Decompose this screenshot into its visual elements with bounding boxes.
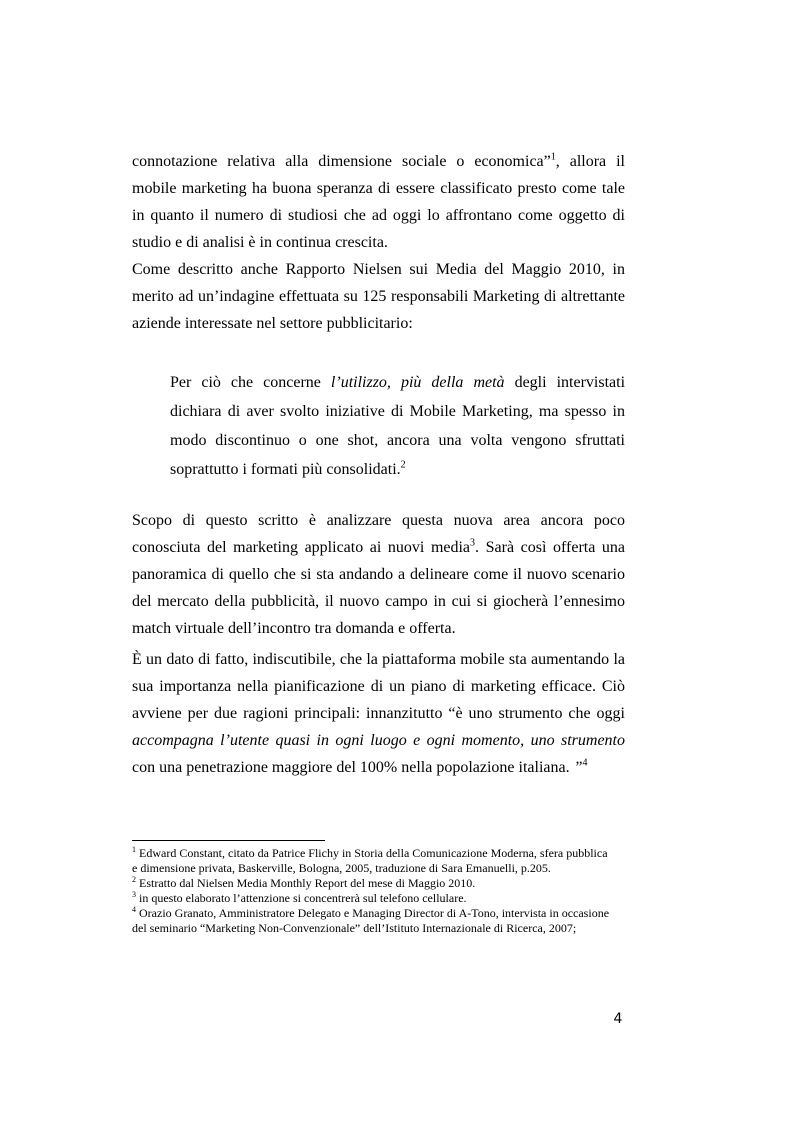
footnote-ref-3: 3 [470,537,476,549]
footnotes [132,846,612,936]
footnote-separator [132,840,325,841]
footnote-3 [132,891,612,906]
paragraph-1-text-a: connotazione relativa alla dimensione sociale o economica” [132,153,551,170]
quote-text-a: Per ciò che concerne [170,374,331,391]
footnote-1-number: 1 [132,845,136,854]
footnote-2 [132,876,612,891]
footnote-3-number: 3 [132,890,136,899]
quote-italic: l’utilizzo, più della metà [330,374,505,391]
footnote-4-text: Orazio Granato, Amministratore Delegato e Managing Director di A-Tono, intervista in occasione del seminario “Marketing Non-Convenzionale” dell’Istituto Internazionale di Ricerca, 2007; [132,906,610,935]
paragraph-3-text-b: . Sarà così offerta una panoramica di quello che si sta andando a delineare come il nuovo scenario del mercato della pubblicità, il nuovo campo in cui si giocherà l’ennesimo match virtuale dell’incontro tra domanda e offerta. [132,539,625,637]
quote-text-b: degli intervistati dichiara di aver svolto iniziative di Mobile Marketing, ma spesso in modo discontinuo o one shot, ancora una volta vengono sfruttati soprattutto i formati più consolidati. [170,374,626,478]
footnote-ref-2: 2 [400,459,406,471]
block-quote [170,368,625,484]
footnote-ref-1: 1 [550,151,556,163]
page-number: 4 [613,1011,623,1027]
paragraph-2-text: Come descritto anche Rapporto Nielsen sui Media del Maggio 2010, in merito ad un’indagine effettuata su 125 responsabili Marketing di altrettante aziende interessate nel settore pubblicitario: [132,261,625,332]
paragraph-2 [132,256,625,337]
footnote-ref-4: 4 [582,757,588,769]
paragraph-1-text-b: , allora il mobile marketing ha buona speranza di essere classificato presto come tale in quanto il numero di studiosi che ad oggi lo affrontano come oggetto di studio e di analisi è in continua crescita. [132,153,625,251]
paragraph-1 [132,148,625,256]
paragraph-4-italic: accompagna l’utente quasi in ogni luogo e ogni momento, uno strumento [132,732,625,749]
paragraph-3-text-a: Scopo di questo scritto è analizzare questa nuova area ancora poco conosciuta del marketing applicato ai nuovi media [132,512,625,556]
paragraph-3 [132,507,625,642]
footnote-4 [132,906,612,936]
paragraph-4-text-b: con una penetrazione maggiore del 100% nella popolazione italiana. [132,759,570,776]
footnote-2-text: Estratto dal Nielsen Media Monthly Report del mese di Maggio 2010. [136,876,476,890]
paragraph-4 [132,646,625,781]
footnote-1 [132,846,612,876]
footnote-2-number: 2 [132,875,136,884]
footnote-3-text: in questo elaborato l’attenzione si concentrerà sul telefono cellulare. [136,891,467,905]
footnote-4-number: 4 [132,905,136,914]
paragraph-4-close-quote: ” [569,759,583,776]
footnote-1-text: Edward Constant, citato da Patrice Flichy in Storia della Comunicazione Moderna, sfera pubblica e dimensione privata, Baskerville, Bologna, 2005, traduzione di Sara Emanuelli, p.205. [132,846,608,875]
paragraph-4-text-a: È un dato di fatto, indiscutibile, che la piattaforma mobile sta aumentando la sua importanza nella pianificazione di un piano di marketing efficace. Ciò avviene per due ragioni principali: innanzitutto “è uno strumento che oggi [132,651,625,722]
